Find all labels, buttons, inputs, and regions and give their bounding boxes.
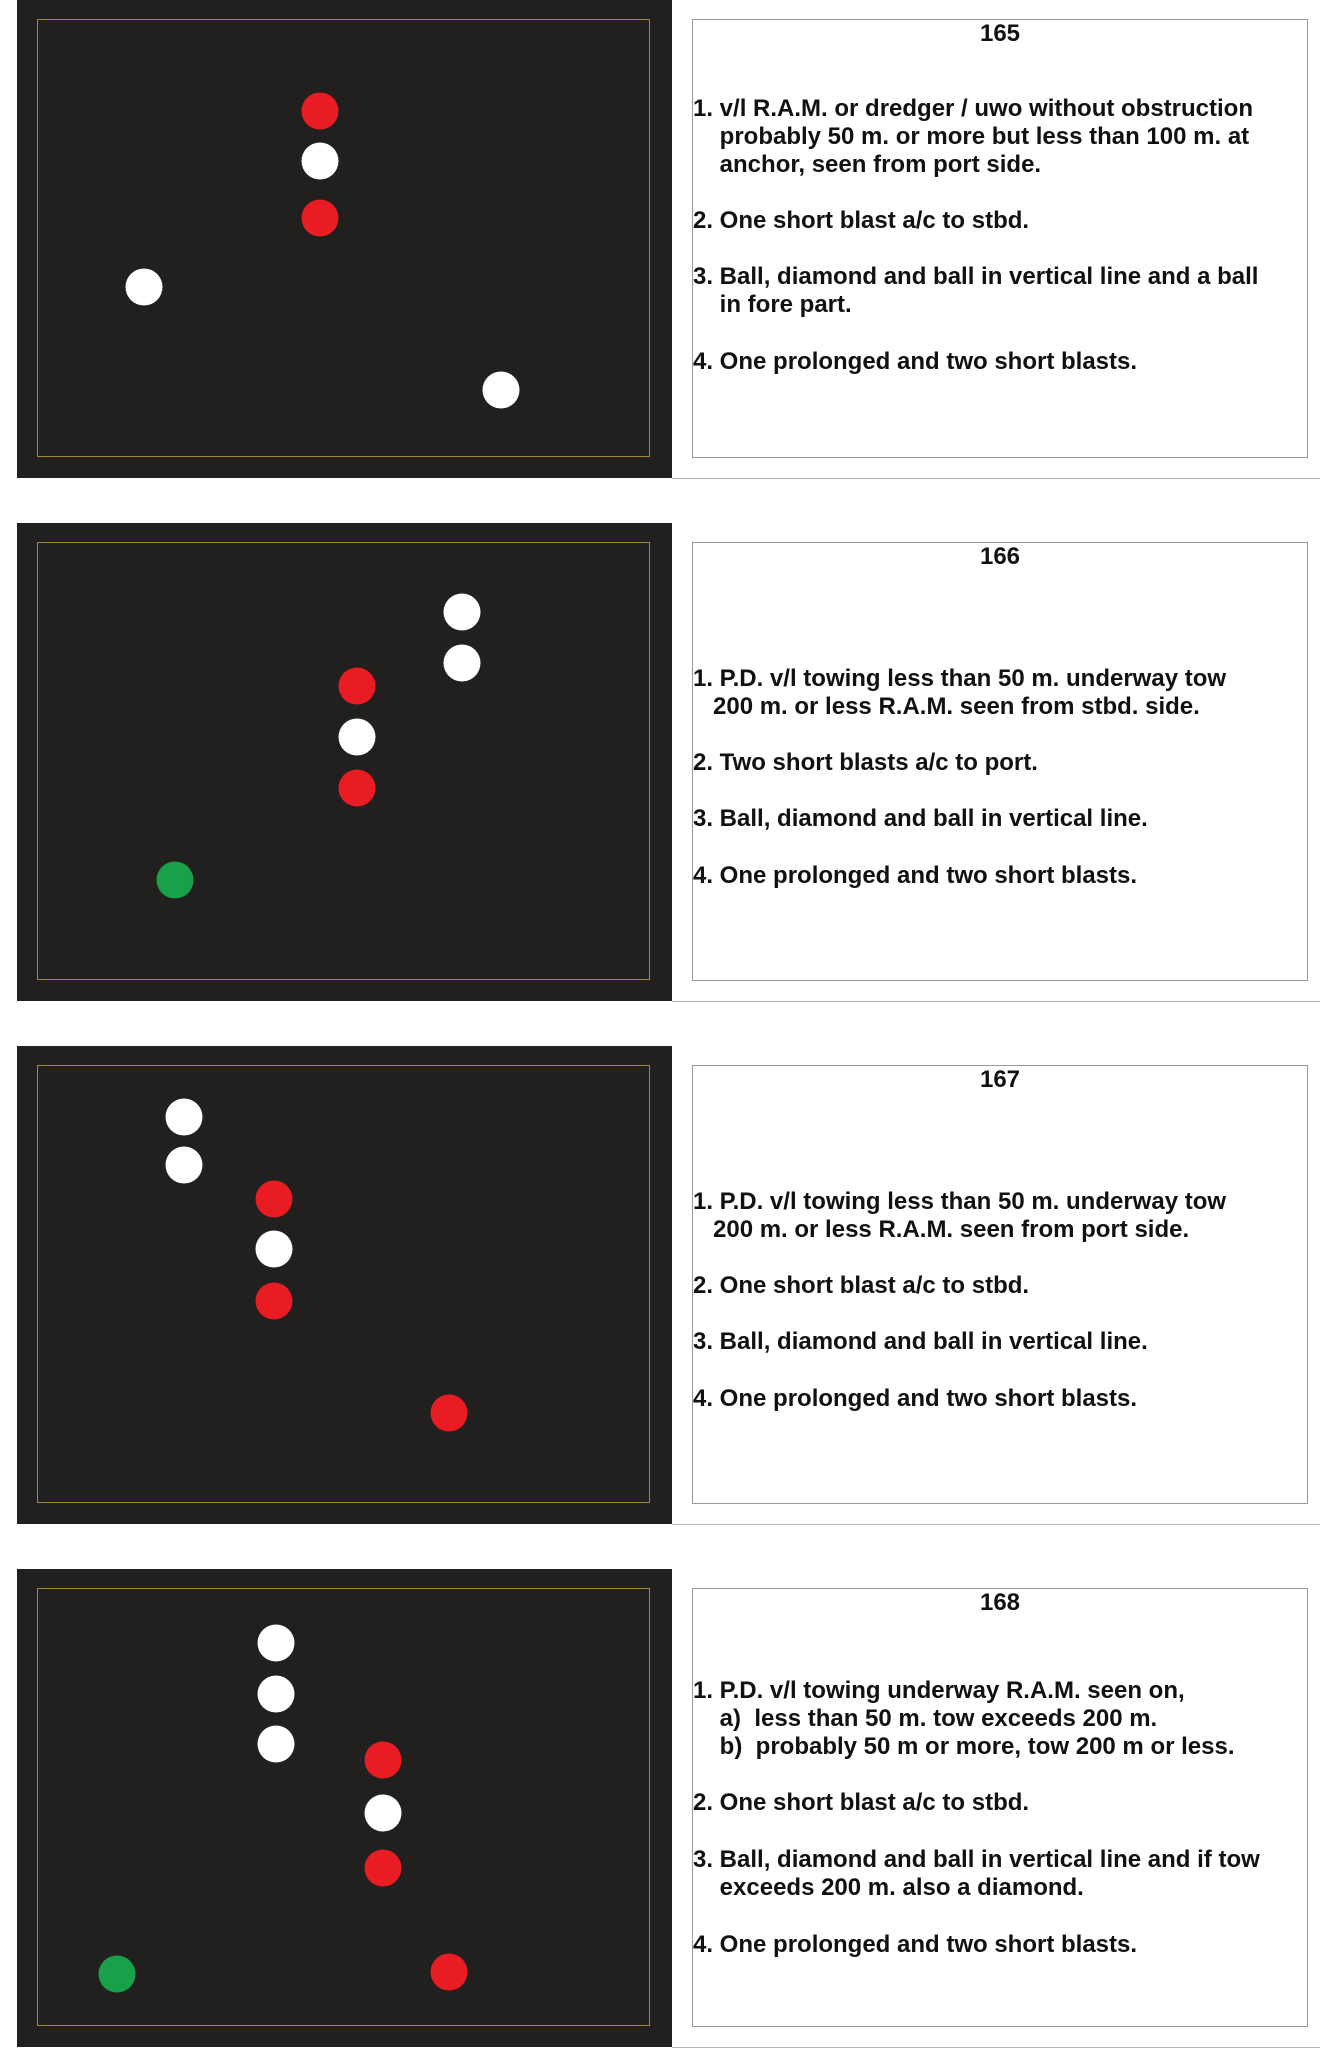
lights-frame — [37, 542, 650, 980]
answer-panel — [692, 1065, 1308, 1504]
answer-panel — [692, 19, 1308, 458]
navigation-lights-panel — [17, 1046, 672, 1524]
white-light — [258, 1676, 295, 1713]
lights-frame — [37, 1065, 650, 1503]
red-light — [431, 1954, 468, 1991]
white-light — [483, 372, 520, 409]
lights-frame — [37, 19, 650, 457]
navigation-lights-panel — [17, 0, 672, 478]
answer-1: 1. P.D. v/l towing less than 50 m. underway tow 200 m. or less R.A.M. seen from stbd. side. — [693, 665, 1227, 720]
white-light — [166, 1099, 203, 1136]
navigation-lights-panel — [17, 523, 672, 1001]
answer-1: 1. v/l R.A.M. or dredger / uwo without obstruction probably 50 m. or more but less than 100 m. at anchor, seen from port side. — [693, 95, 1254, 178]
answer-panel — [692, 1588, 1308, 2027]
divider — [672, 1001, 1320, 1002]
answer-2: 2. One short blast a/c to stbd. — [693, 1272, 1030, 1299]
card-166 — [0, 523, 1320, 1003]
answer-1: 1. P.D. v/l towing underway R.A.M. seen on, a) less than 50 m. tow exceeds 200 m. b) probably 50 m or more, tow 200 m or less. — [693, 1677, 1235, 1760]
white-light — [126, 269, 163, 306]
white-light — [166, 1147, 203, 1184]
red-light — [365, 1850, 402, 1887]
answer-3: 3. Ball, diamond and ball in vertical line and if tow exceeds 200 m. also a diamond. — [693, 1846, 1260, 1901]
white-light — [365, 1795, 402, 1832]
answer-3: 3. Ball, diamond and ball in vertical line. — [693, 1328, 1148, 1355]
divider — [672, 1524, 1320, 1525]
card-number: 168 — [979, 1589, 1021, 1616]
white-light — [256, 1231, 293, 1268]
answer-4: 4. One prolonged and two short blasts. — [693, 862, 1138, 889]
red-light — [302, 93, 339, 130]
red-light — [302, 200, 339, 237]
red-light — [431, 1395, 468, 1432]
card-168 — [0, 1569, 1320, 2049]
divider — [672, 478, 1320, 479]
answer-3: 3. Ball, diamond and ball in vertical line. — [693, 805, 1148, 832]
card-number: 167 — [979, 1066, 1021, 1093]
red-light — [256, 1181, 293, 1218]
answer-4: 4. One prolonged and two short blasts. — [693, 1385, 1138, 1412]
answer-2: 2. Two short blasts a/c to port. — [693, 749, 1038, 776]
answer-2: 2. One short blast a/c to stbd. — [693, 207, 1030, 234]
answer-1: 1. P.D. v/l towing less than 50 m. underway tow 200 m. or less R.A.M. seen from port side. — [693, 1188, 1227, 1243]
green-light — [99, 1956, 136, 1993]
white-light — [258, 1625, 295, 1662]
green-light — [157, 862, 194, 899]
red-light — [256, 1283, 293, 1320]
card-number: 166 — [979, 543, 1021, 570]
red-light — [339, 668, 376, 705]
white-light — [444, 594, 481, 631]
answer-4: 4. One prolonged and two short blasts. — [693, 348, 1138, 375]
card-165 — [0, 0, 1320, 480]
red-light — [365, 1742, 402, 1779]
answer-4: 4. One prolonged and two short blasts. — [693, 1931, 1138, 1958]
card-number: 165 — [979, 20, 1021, 47]
navigation-lights-panel — [17, 1569, 672, 2047]
red-light — [339, 770, 376, 807]
card-167 — [0, 1046, 1320, 1526]
white-light — [258, 1726, 295, 1763]
answer-3: 3. Ball, diamond and ball in vertical line and a ball in fore part. — [693, 263, 1259, 318]
white-light — [339, 719, 376, 756]
answer-2: 2. One short blast a/c to stbd. — [693, 1789, 1030, 1816]
answer-panel — [692, 542, 1308, 981]
white-light — [302, 143, 339, 180]
white-light — [444, 645, 481, 682]
